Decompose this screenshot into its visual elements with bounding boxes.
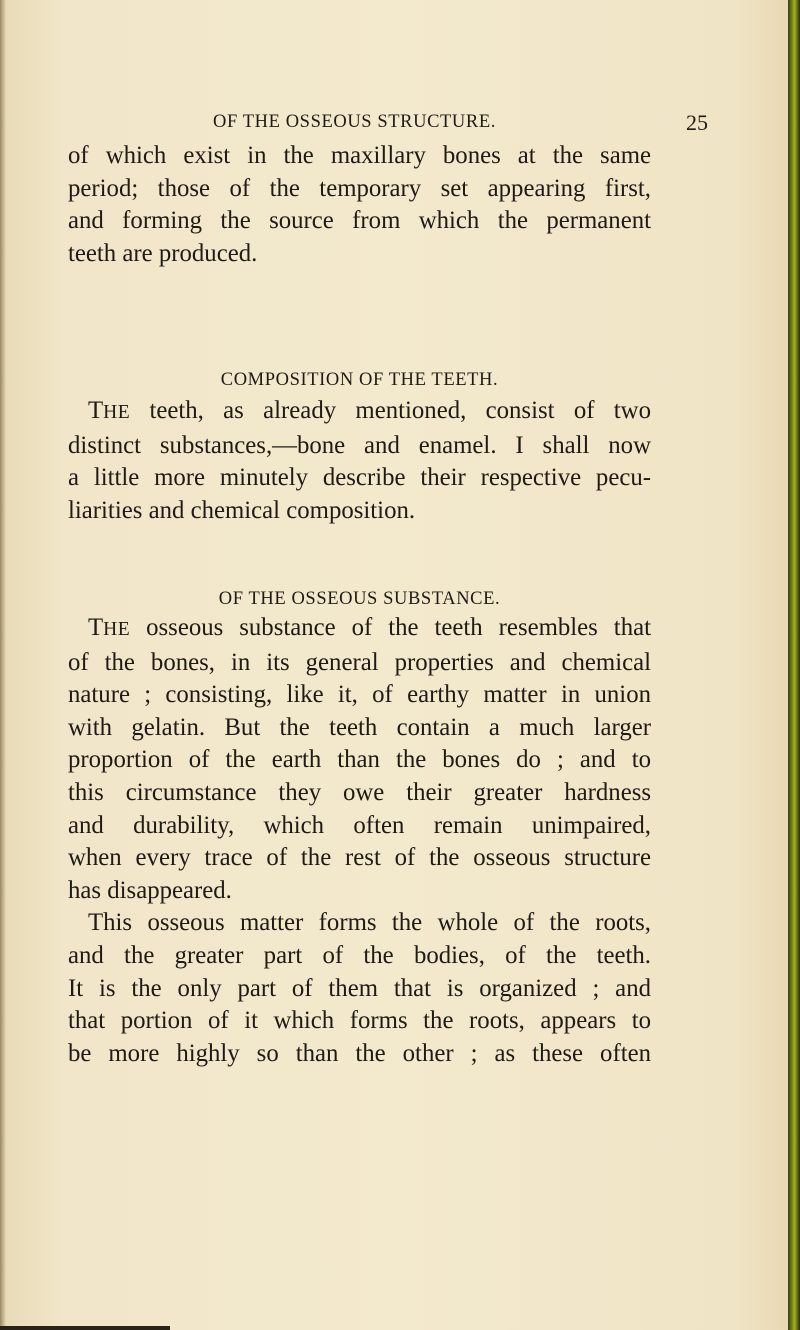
text-line: and durability, which often remain unimpaired, <box>68 811 651 839</box>
text-line: This osseous matter forms the whole of the roots, <box>88 909 651 937</box>
running-head-title: OF THE OSSEOUS STRUCTURE. <box>213 112 496 132</box>
book-binding-edge <box>788 0 800 1330</box>
paragraph-composition <box>68 395 651 527</box>
section-heading-osseous-substance: OF THE OSSEOUS SUBSTANCE. <box>218 589 501 609</box>
page-bottom-edge <box>0 1326 170 1330</box>
page-gutter-shadow <box>0 0 6 1330</box>
text-line: of the bones, in its general properties and chemical <box>68 648 651 676</box>
small-caps-opening-word <box>88 614 130 641</box>
opening-initial: T <box>88 614 104 641</box>
page-number: 25 <box>686 110 708 135</box>
first-line-text: teeth, as already mentioned, consist of two <box>130 397 651 424</box>
text-line: that portion of it which forms the roots, appears to <box>68 1007 651 1035</box>
running-head <box>68 112 708 142</box>
text-line: proportion of the earth than the bones do ; and to <box>68 746 651 774</box>
text-line: teeth are produced. <box>68 239 258 267</box>
text-line: and forming the source from which the permanent <box>68 207 651 235</box>
text-line: period; those of the temporary set appearing first, <box>68 174 651 202</box>
small-caps-opening-word <box>88 397 130 424</box>
paragraph-osseous-substance <box>68 612 651 1070</box>
paragraph-continued <box>68 140 651 270</box>
section-heading-composition: COMPOSITION OF THE TEETH. <box>220 370 499 390</box>
text-line <box>68 395 651 430</box>
text-line: of which exist in the maxillary bones at the same <box>68 142 651 169</box>
text-line: this circumstance they owe their greater hardness <box>68 778 651 806</box>
first-line-text: osseous substance of the teeth resembles that <box>130 614 651 641</box>
opening-word-rest: HE <box>103 619 131 640</box>
text-line: and the greater part of the bodies, of the teeth. <box>68 941 651 969</box>
text-line: has disappeared. <box>68 876 232 904</box>
text-line: with gelatin. But the teeth contain a much larger <box>68 713 651 741</box>
text-line: when every trace of the rest of the osseous structure <box>68 844 651 872</box>
text-line: It is the only part of them that is organized ; and <box>68 974 651 1002</box>
text-line: liarities and chemical composition. <box>68 496 416 524</box>
opening-initial: T <box>88 397 104 424</box>
opening-word-rest: HE <box>103 402 131 423</box>
text-line: a little more minutely describe their respective pecu- <box>68 464 651 492</box>
text-line: distinct substances,—bone and enamel. I shall now <box>68 431 651 459</box>
text-line <box>68 612 651 647</box>
text-line: nature ; consisting, like it, of earthy matter in union <box>68 681 651 709</box>
text-line: be more highly so than the other ; as these often <box>68 1039 651 1067</box>
